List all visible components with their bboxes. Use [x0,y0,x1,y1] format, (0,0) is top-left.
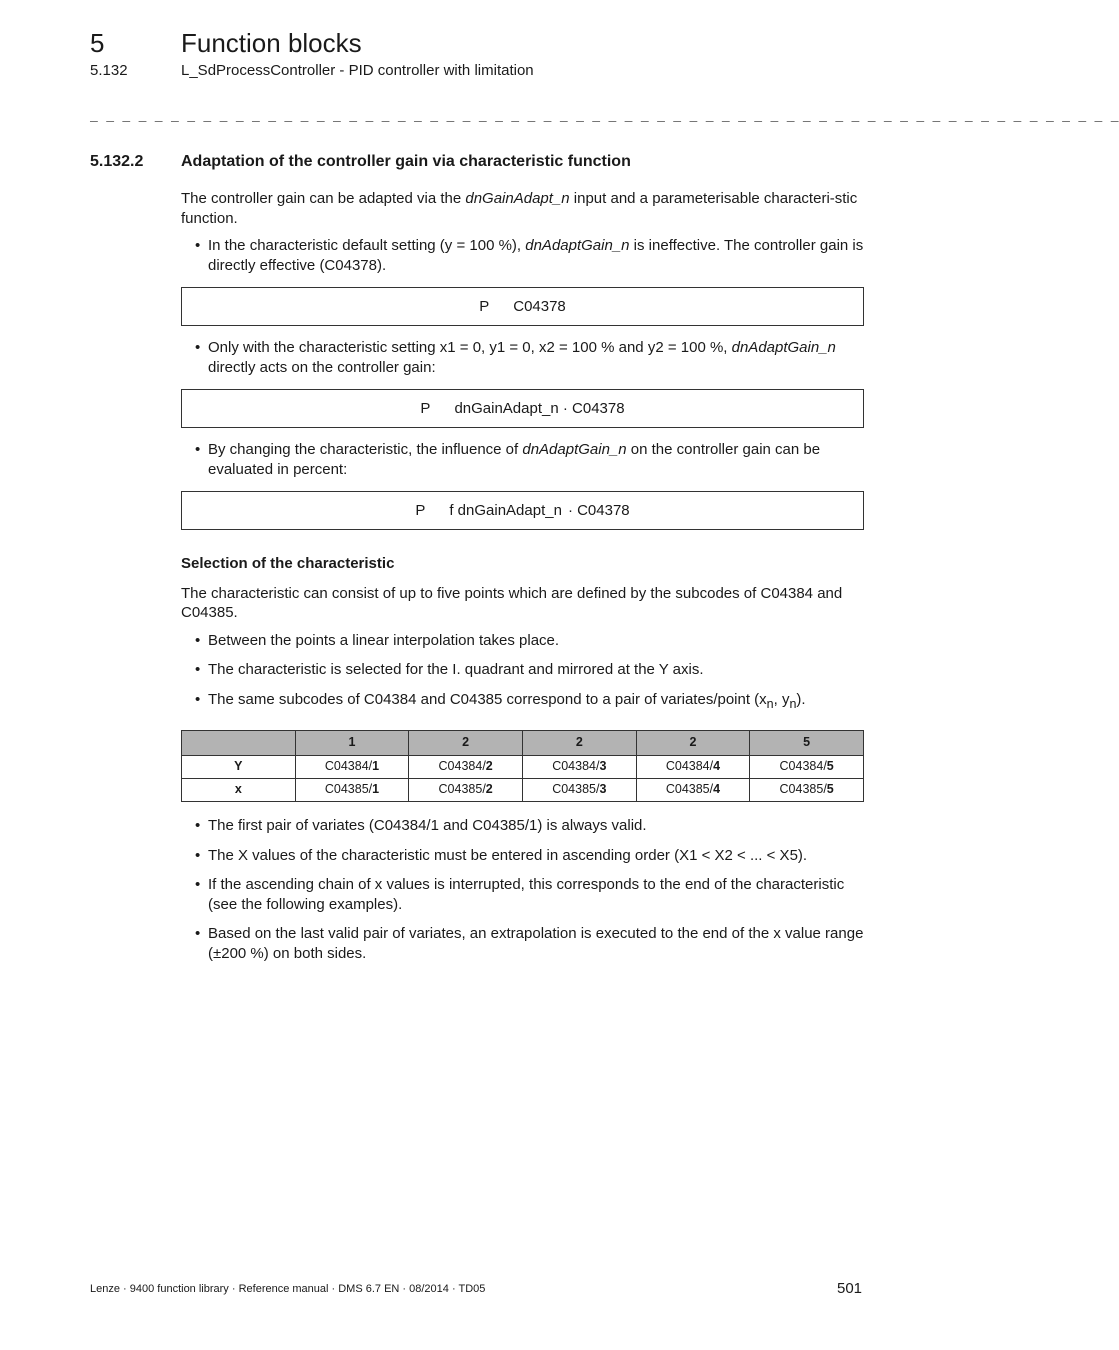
list-item: • The same subcodes of C04384 and C04385 correspond to a pair of variates/point ($x_n$, $y_n$). [195,690,806,711]
list-item: • If the ascending chain of x values is interrupted, this corresponds to the end of the characteristic (see the following examples). [195,876,845,913]
bullet-list [181,631,864,715]
table-cell: C04384/5 [750,756,864,779]
chapter-title: Function blocks [181,28,362,58]
selection-paragraph: The characteristic can consist of up to five points which are defined by the subcodes of C04384 and C04385. [181,584,843,621]
chapter-number: 5 [90,28,105,58]
page-number: 501 [837,1280,863,1297]
subsection-number: 5.132 [90,62,128,79]
bullet-glyph: • [195,631,201,649]
bullet-list [181,816,864,963]
bullet-list [181,338,864,377]
table-header-row [182,731,864,756]
list-item: • The first pair of variates (C04384/1 and C04385/1) is always valid. [195,817,647,834]
bullet-list [181,236,864,275]
table-header-cell: 1 [295,731,409,756]
signal-name: dnAdaptGain_n [522,441,627,458]
list-item: • Based on the last valid pair of variates, an extrapolation is executed to the end of the x value range (±200 %) on both sides. [195,925,864,962]
table-header-cell: 2 [636,731,750,756]
bullet-glyph: • [195,925,201,942]
bullet-glyph: • [195,817,201,834]
bullet-glyph: • [195,661,201,678]
intro-paragraph: The controller gain can be adapted via the dnGainAdapt_n input and a parameterisable characteri-stic function. [181,190,858,227]
table-header-cell: 5 [750,731,864,756]
table-cell: C04385/4 [636,779,750,802]
formula-box: P dnGainAdapt_n · C04378 [181,389,864,428]
list-item: • Between the points a linear interpolation takes place. [195,631,560,649]
section-title: Adaptation of the controller gain via characteristic function [181,153,631,170]
header-separator: _ _ _ _ _ _ _ _ _ _ _ _ _ _ _ _ _ _ _ _ _ _ _ _ _ _ _ _ _ _ _ _ _ _ _ _ _ _ _ _ _ _ _ _ _ _ _ _ _ _ _ _ _ _ _ _ _ _ _ _ _ _ _ _ [90,109,1119,124]
list-item: • In the characteristic default setting (y = 100 %), dnAdaptGain_n is ineffective. The controller gain is directly effective (C04378). [195,237,864,274]
table-cell: C04385/3 [522,779,636,802]
section-number: 5.132.2 [90,153,144,170]
row-label: Y [182,756,296,779]
list-item: • By changing the characteristic, the influence of dnAdaptGain_n on the controller gain can be evaluated in percent: [195,441,821,478]
subsection-heading: Selection of the characteristic [181,555,395,572]
main-content [181,189,864,971]
signal-name: dnGainAdapt_n [465,190,570,207]
bullet-glyph: • [195,441,201,458]
subsection-title: L_SdProcessController - PID controller with limitation [181,62,534,79]
footer-text: Lenze · 9400 function library · Reference manual · DMS 6.7 EN · 08/2014 · TD05 [90,1283,486,1295]
table-cell: C04384/4 [636,756,750,779]
table-cell: C04384/3 [522,756,636,779]
characteristic-table [181,730,864,802]
table-cell: C04384/1 [295,756,409,779]
list-item: • Only with the characteristic setting x1 = 0, y1 = 0, x2 = 100 % and y2 = 100 %, dnAdaptGain_n directly acts on the controller gain: [195,339,836,376]
bullet-glyph: • [195,846,201,864]
table-row [182,756,864,779]
table-header-cell [182,731,296,756]
table-cell: C04385/5 [750,779,864,802]
signal-name: dnAdaptGain_n [731,339,836,356]
signal-name: dnAdaptGain_n [525,237,630,254]
bullet-glyph: • [195,690,201,708]
formula-box: P f dnGainAdapt_n · C04378 [181,491,864,530]
bullet-glyph: • [195,339,201,356]
list-item: • The characteristic is selected for the I. quadrant and mirrored at the Y axis. [195,661,704,678]
table-cell: C04385/2 [409,779,523,802]
table-header-cell: 2 [522,731,636,756]
formula-box: P C04378 [181,287,864,326]
table-cell: C04384/2 [409,756,523,779]
bullet-glyph: • [195,237,201,254]
list-item: • The X values of the characteristic must be entered in ascending order (X1 < X2 < ... < X5). [195,846,808,864]
bullet-glyph: • [195,876,201,893]
table-cell: C04385/1 [295,779,409,802]
table-header-cell: 2 [409,731,523,756]
table-row [182,779,864,802]
row-label: x [182,779,296,802]
bullet-list [181,440,864,479]
